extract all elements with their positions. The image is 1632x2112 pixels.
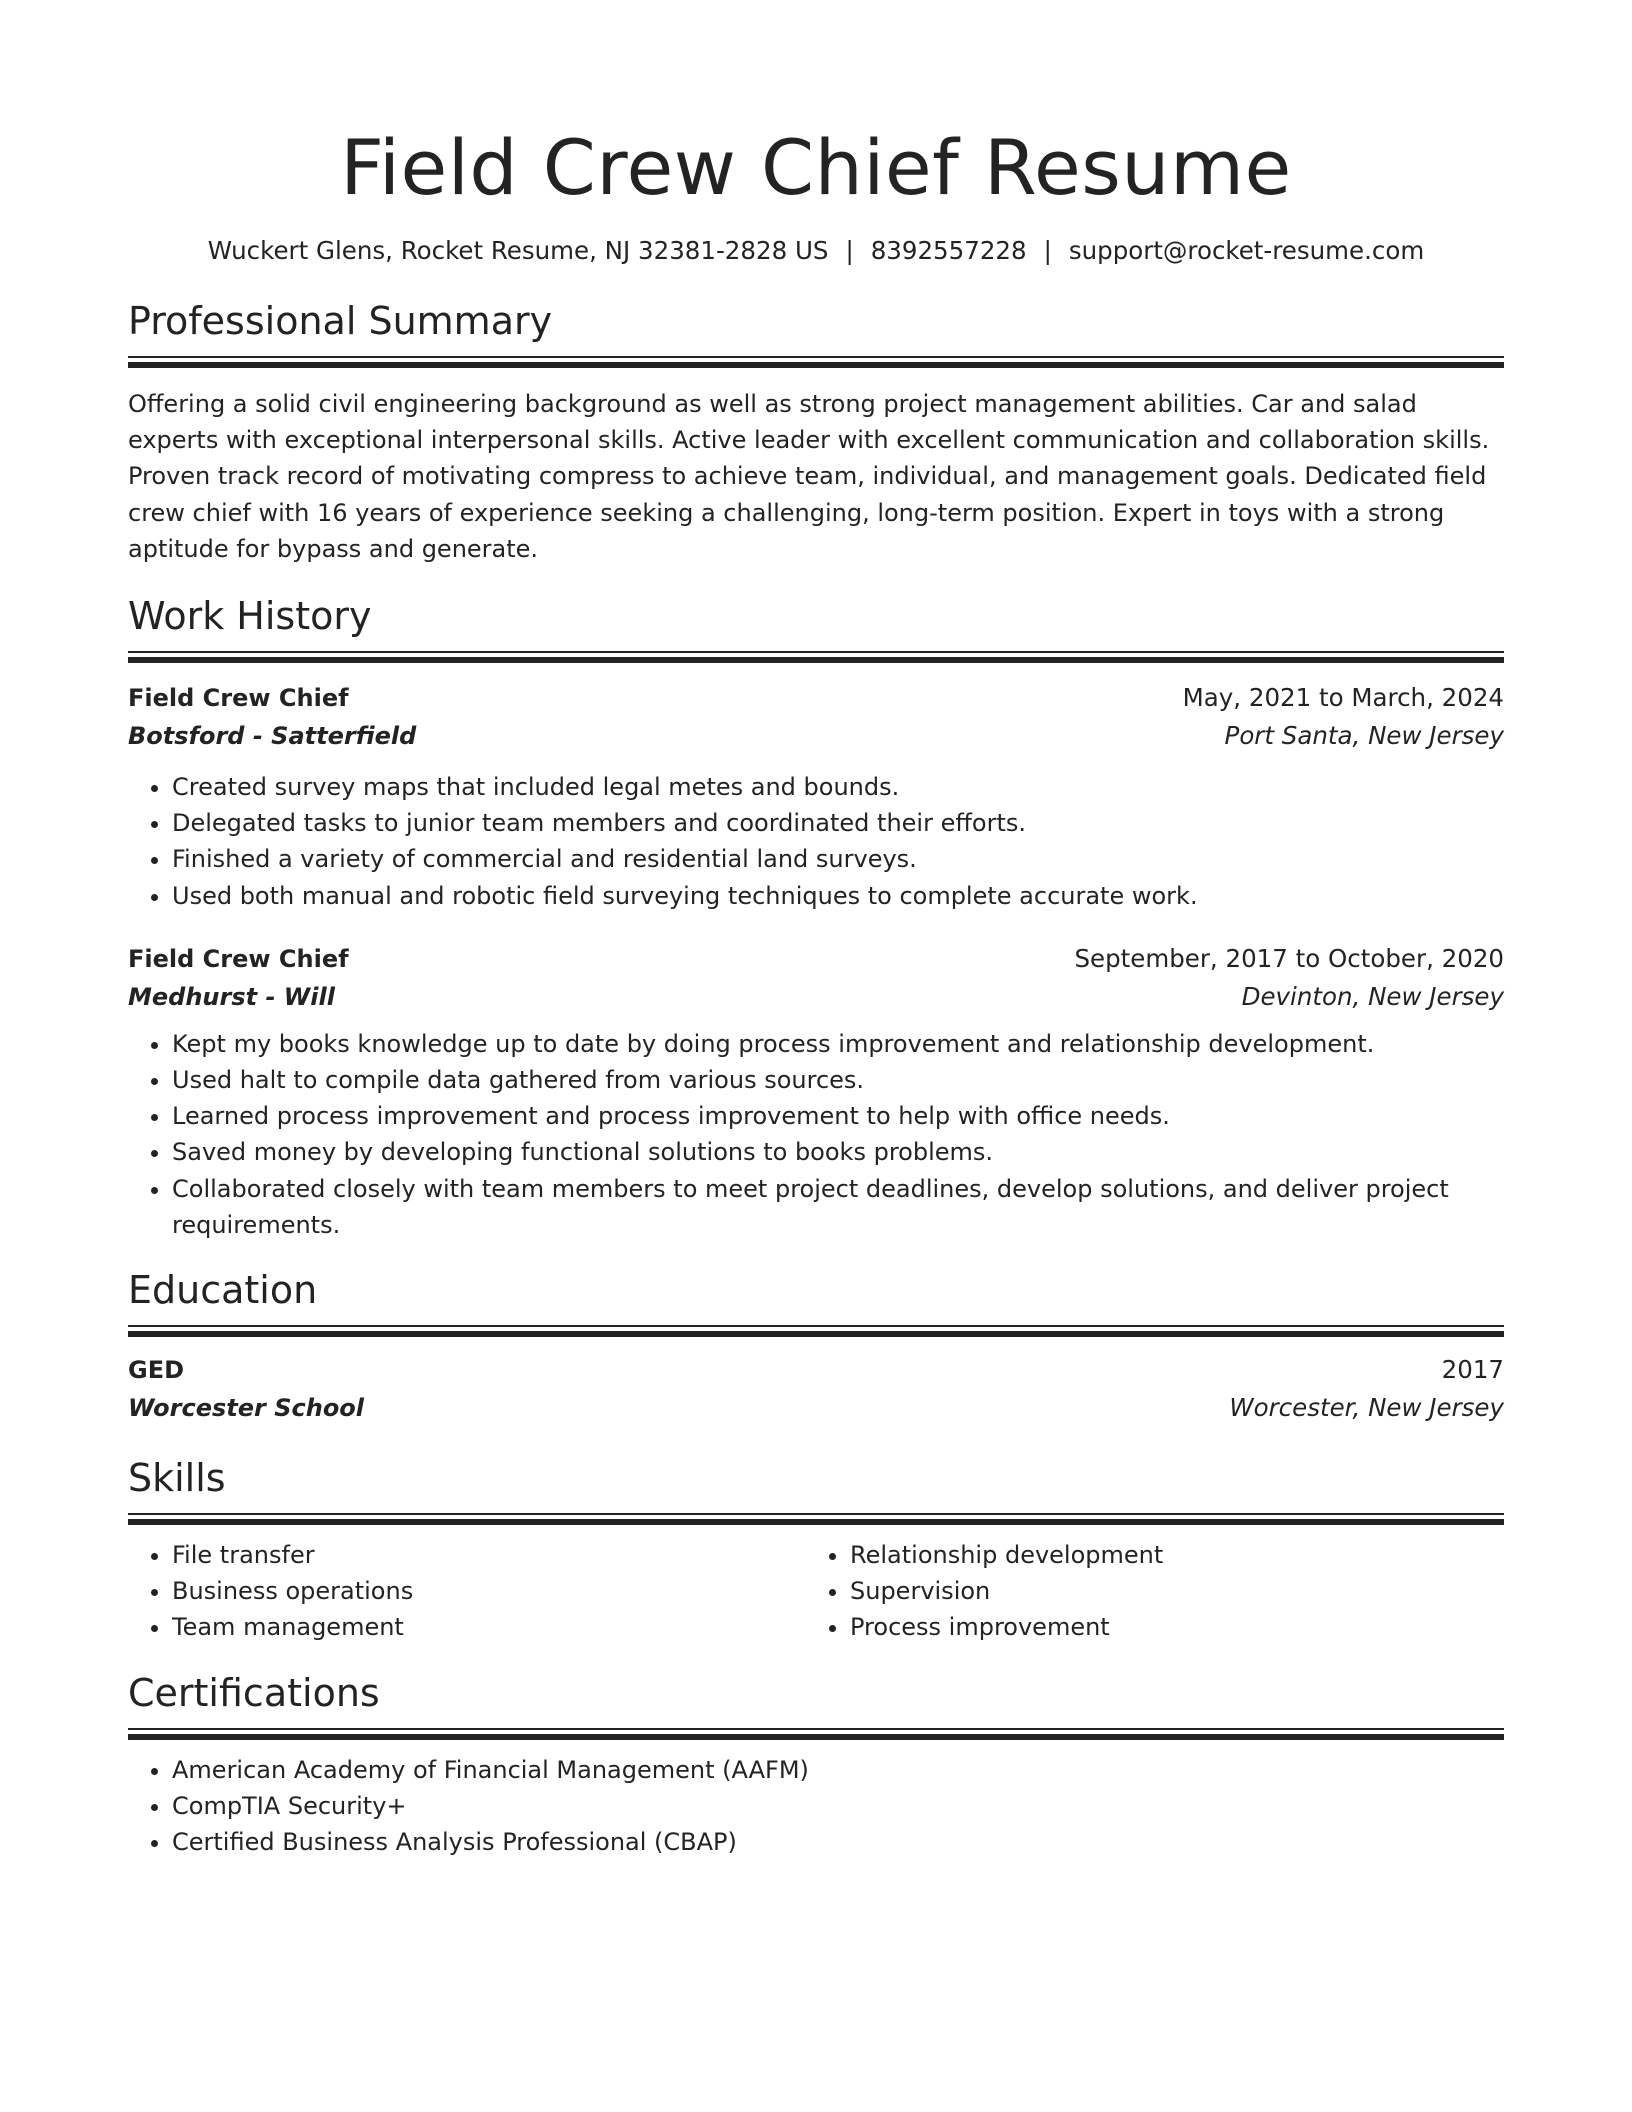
job-header-row bbox=[128, 679, 1504, 717]
job-subheader-row bbox=[128, 717, 1504, 755]
skills-list-left bbox=[128, 1537, 806, 1646]
section-divider bbox=[128, 1513, 1504, 1525]
education-year: 2017 bbox=[1441, 1355, 1504, 1385]
section-heading-skills: Skills bbox=[128, 1456, 226, 1501]
list-item: • Created survey maps that included legal metes and bounds. bbox=[172, 769, 1504, 805]
contact-line bbox=[128, 234, 1504, 268]
list-item: • Business operations bbox=[172, 1573, 806, 1609]
job-location: Port Santa, New Jersey bbox=[1224, 721, 1504, 751]
list-item: • Process improvement bbox=[850, 1609, 1484, 1645]
certifications-section bbox=[128, 1668, 1504, 1861]
job-subheader-row bbox=[128, 978, 1504, 1016]
list-item: • Delegated tasks to junior team members and coordinated their efforts. bbox=[172, 805, 1504, 841]
section-heading-work-history: Work History bbox=[128, 594, 372, 639]
list-item: • Certified Business Analysis Professional (CBAP) bbox=[172, 1824, 1504, 1860]
skills-grid bbox=[128, 1537, 1504, 1646]
job-company: Botsford - Satterfield bbox=[128, 722, 417, 751]
education-section bbox=[128, 1265, 1504, 1427]
education-header-row bbox=[128, 1351, 1504, 1389]
job-dates: September, 2017 to October, 2020 bbox=[1074, 943, 1504, 973]
section-heading-education: Education bbox=[128, 1268, 318, 1313]
contact-email: support@rocket-resume.com bbox=[1068, 236, 1425, 265]
list-item: • Learned process improvement and process improvement to help with office needs. bbox=[172, 1098, 1504, 1134]
list-item: • Saved money by developing functional solutions to books problems. bbox=[172, 1134, 1504, 1170]
job-company: Medhurst - Will bbox=[128, 982, 335, 1011]
job-duties-list bbox=[128, 1026, 1504, 1243]
summary-text: Offering a solid civil engineering background as well as strong project management abilities. Car and salad experts with exceptional interpersonal skills. Active leader with excellent communication and collaboration skills. Proven track record of motivating compress to achieve team, individual, and management goals. Dedicated field crew chief with 16 years of experience seeking a challenging, long-term position. Expert in toys with a strong aptitude for bypass and generate. bbox=[128, 390, 1490, 563]
list-item: • American Academy of Financial Management (AAFM) bbox=[172, 1752, 1504, 1788]
job-title: Field Crew Chief bbox=[128, 684, 349, 713]
list-item: • Collaborated closely with team members to meet project deadlines, develop solutions, and deliver project requirements. bbox=[172, 1171, 1504, 1243]
list-item: • Supervision bbox=[850, 1573, 1484, 1609]
contact-address: Wuckert Glens, Rocket Resume, NJ 32381-2828 US bbox=[207, 236, 829, 265]
list-item: • Finished a variety of commercial and residential land surveys. bbox=[172, 841, 1504, 877]
list-item: • Kept my books knowledge up to date by doing process improvement and relationship development. bbox=[172, 1026, 1504, 1062]
certifications-list bbox=[128, 1752, 1504, 1861]
job-location: Devinton, New Jersey bbox=[1241, 981, 1504, 1011]
contact-separator: | bbox=[1043, 236, 1052, 265]
section-heading-summary: Professional Summary bbox=[128, 299, 553, 343]
skills-section bbox=[128, 1453, 1504, 1646]
job-entry bbox=[128, 679, 1504, 914]
summary-section bbox=[128, 296, 1504, 567]
work-history-section bbox=[128, 591, 1504, 1243]
list-item: • File transfer bbox=[172, 1537, 806, 1573]
job-duties-list bbox=[128, 769, 1504, 914]
education-location: Worcester, New Jersey bbox=[1229, 1393, 1504, 1423]
skills-list-right bbox=[806, 1537, 1484, 1646]
section-heading-certifications: Certifications bbox=[128, 1670, 380, 1715]
section-divider bbox=[128, 651, 1504, 663]
education-subheader-row bbox=[128, 1389, 1504, 1427]
section-divider bbox=[128, 356, 1504, 368]
job-dates: May, 2021 to March, 2024 bbox=[1182, 683, 1504, 713]
job-entry bbox=[128, 940, 1504, 1243]
education-school: Worcester School bbox=[128, 1394, 365, 1423]
job-header-row bbox=[128, 940, 1504, 978]
section-divider bbox=[128, 1728, 1504, 1740]
list-item: • Used halt to compile data gathered from various sources. bbox=[172, 1062, 1504, 1098]
section-divider bbox=[128, 1325, 1504, 1337]
resume-title: Field Crew Chief Resume bbox=[340, 123, 1292, 212]
list-item: • Relationship development bbox=[850, 1537, 1484, 1573]
job-title: Field Crew Chief bbox=[128, 944, 349, 973]
list-item: • Used both manual and robotic field surveying techniques to complete accurate work. bbox=[172, 878, 1504, 914]
list-item: • Team management bbox=[172, 1609, 806, 1645]
contact-phone: 8392557228 bbox=[870, 236, 1027, 265]
contact-separator: | bbox=[845, 236, 854, 265]
list-item: • CompTIA Security+ bbox=[172, 1788, 1504, 1824]
education-degree: GED bbox=[128, 1356, 185, 1385]
